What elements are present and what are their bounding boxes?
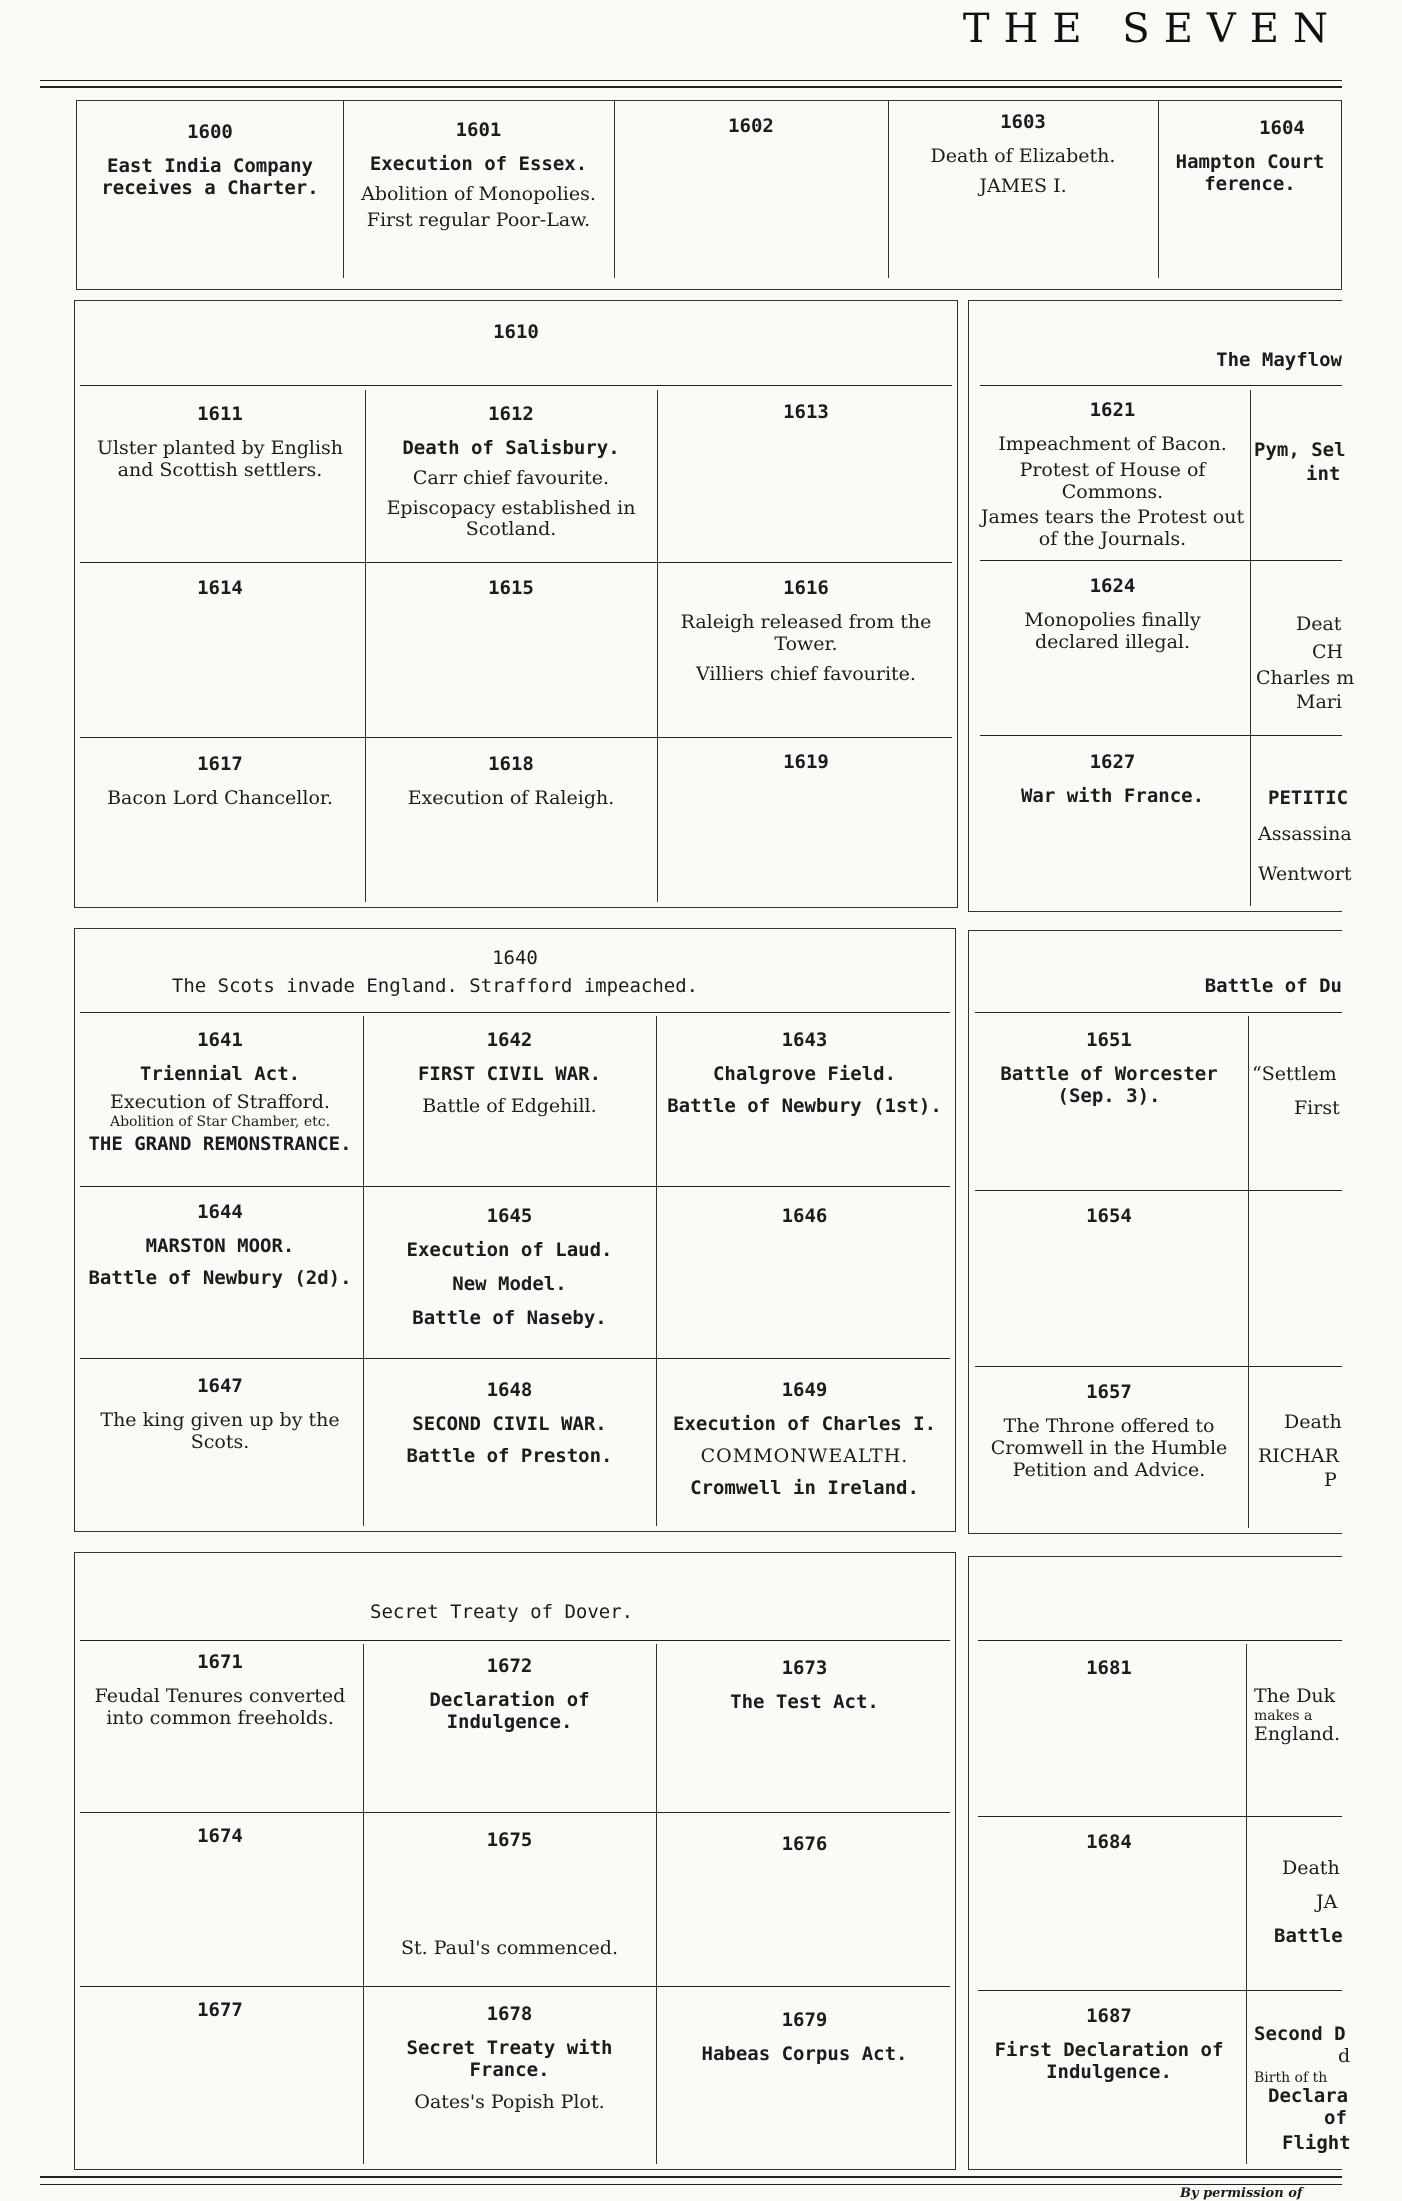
event-text: Oates's Popish Plot. <box>414 2090 605 2113</box>
event-text: of <box>1324 2106 1347 2129</box>
year-label: 1677 <box>197 1999 243 2021</box>
year-label: 1613 <box>783 401 829 423</box>
year-label: 1603 <box>1000 111 1046 133</box>
event-text: Assassina <box>1258 822 1352 845</box>
year-cell-1643 <box>659 1030 950 1126</box>
year-label: 1615 <box>488 577 534 599</box>
year-label: 1612 <box>488 403 534 425</box>
year-cell-1614 <box>80 578 360 612</box>
year-label: 1654 <box>1086 1205 1132 1227</box>
year-label: 1614 <box>197 577 243 599</box>
footer-text: By permission of <box>1180 2186 1303 2201</box>
block-title-text: 1610 <box>493 321 539 343</box>
divider <box>80 1986 950 1987</box>
event-text: Bacon Lord Chancellor. <box>107 786 333 809</box>
year-label: 1673 <box>781 1657 828 1679</box>
year-cell-1675 <box>366 1830 653 1968</box>
event-text: Habeas Corpus Act. <box>701 2042 908 2065</box>
event-text: Death <box>1284 1411 1342 1433</box>
event-text: Battle of Newbury (2d). <box>88 1266 352 1289</box>
divider <box>80 1186 950 1187</box>
block-title-1620 <box>968 350 1342 372</box>
year-label: 1644 <box>197 1201 243 1223</box>
year-label: 1684 <box>1086 1831 1132 1853</box>
divider <box>888 100 889 278</box>
year-label: 1681 <box>1086 1657 1132 1679</box>
year-label: 1642 <box>486 1029 533 1051</box>
event-text: P <box>1324 1468 1337 1491</box>
partial-cell-1628 <box>1258 788 1358 894</box>
divider <box>980 385 1342 386</box>
partial-cell-1682 <box>1254 1686 1354 1754</box>
block-title-1640 <box>74 948 956 1006</box>
year-cell-1672 <box>366 1656 653 1742</box>
event-text: Hampton Court ference. <box>1175 150 1325 195</box>
event-text: Execution of Charles I. <box>672 1412 937 1435</box>
divider <box>363 1016 364 1526</box>
year-cell-1604 <box>1162 118 1402 204</box>
year-label: 1651 <box>1086 1029 1132 1051</box>
divider <box>975 1366 1342 1367</box>
event-text: Villiers chief favourite. <box>696 662 916 685</box>
year-cell-1673 <box>659 1658 950 1722</box>
top-rule-double <box>40 86 1342 88</box>
year-cell-1624 <box>980 576 1245 662</box>
event-text: Execution of Raleigh. <box>407 786 615 809</box>
year-cell-1647 <box>80 1376 360 1462</box>
year-label: 1647 <box>197 1375 243 1397</box>
block-title-text: Secret Treaty of Dover. <box>370 1601 634 1623</box>
event-text: Declaration of Indulgence. <box>429 1688 590 1733</box>
year-cell-1603 <box>891 112 1155 206</box>
year-cell-1627 <box>980 752 1245 816</box>
divider <box>365 390 366 902</box>
event-text: Execution of Essex. <box>369 152 588 175</box>
event-text: The king given up by the Scots. <box>100 1408 340 1453</box>
partial-cell-1652 <box>1252 1064 1352 1128</box>
divider <box>1248 1016 1249 1528</box>
divider <box>980 735 1342 736</box>
year-label: 1679 <box>781 2009 828 2031</box>
divider <box>80 737 952 738</box>
year-cell-1644 <box>80 1202 360 1298</box>
year-cell-1611 <box>80 404 360 490</box>
year-cell-1641 <box>80 1030 360 1163</box>
event-text: CH <box>1312 640 1344 663</box>
year-cell-1602 <box>617 116 885 150</box>
event-text: JA <box>1316 1890 1338 1913</box>
event-text: Charles m <box>1256 666 1355 689</box>
event-text: Declara <box>1268 2084 1349 2107</box>
year-cell-1615 <box>368 578 654 612</box>
divider <box>975 1012 1342 1013</box>
event-text: Raleigh released from the Tower. <box>680 610 932 655</box>
event-text: Battle <box>1274 1924 1343 1947</box>
year-cell-1621 <box>980 400 1245 559</box>
year-label: 1649 <box>781 1379 828 1401</box>
divider <box>975 1190 1342 1191</box>
event-text: int <box>1306 462 1341 485</box>
year-cell-1657 <box>975 1382 1243 1489</box>
event-text: Flight <box>1282 2132 1351 2155</box>
partial-cell-1625 <box>1256 614 1356 721</box>
event-text: “Settlem <box>1252 1063 1337 1085</box>
divider <box>80 1358 950 1359</box>
year-label: 1617 <box>197 753 243 775</box>
year-cell-1616 <box>660 578 952 693</box>
event-text: SECOND CIVIL WAR. <box>412 1412 607 1435</box>
event-text: Death of Elizabeth. <box>930 144 1116 167</box>
divider <box>978 1640 1342 1641</box>
event-text: Protest of House of Commons. <box>1019 458 1206 503</box>
divider <box>80 385 952 386</box>
event-text: MARSTON MOOR. <box>145 1234 295 1257</box>
event-text: Battle of Newbury (1st). <box>667 1094 942 1117</box>
event-text: d <box>1338 2044 1351 2067</box>
year-cell-1684 <box>978 1832 1240 1866</box>
year-label: 1624 <box>1089 575 1136 597</box>
event-text: RICHAR <box>1258 1444 1339 1467</box>
year-cell-1654 <box>975 1206 1243 1240</box>
block-title-1650 <box>968 976 1342 998</box>
event-text: Battle of Worcester (Sep. 3). <box>1000 1062 1218 1107</box>
bottom-rule <box>40 2176 1342 2178</box>
event-text: Wentwort <box>1258 862 1352 885</box>
year-label: 1675 <box>486 1829 533 1851</box>
event-text: COMMONWEALTH. <box>700 1444 909 1467</box>
event-text: First Declaration of Indulgence. <box>994 2038 1224 2083</box>
divider <box>80 1640 950 1641</box>
block-subtitle-text: The Scots invade England. Strafford impeached. <box>171 974 699 997</box>
divider <box>363 1644 364 2164</box>
event-text: FIRST CIVIL WAR. <box>417 1062 602 1085</box>
year-label: 1618 <box>488 753 534 775</box>
year-label: 1676 <box>781 1833 828 1855</box>
divider <box>657 390 658 902</box>
divider <box>80 1012 950 1013</box>
event-text: Carr chief favourite. <box>412 466 610 489</box>
year-label: 1674 <box>197 1825 243 1847</box>
year-cell-1676 <box>659 1834 950 1868</box>
year-label: 1678 <box>486 2003 533 2025</box>
divider <box>656 1644 657 2164</box>
event-text: The Test Act. <box>730 1690 879 1713</box>
event-text: Battle of Naseby. <box>412 1306 607 1329</box>
block-title-1610 <box>74 322 958 356</box>
year-label: 1611 <box>197 403 243 425</box>
event-text: Chalgrove Field. <box>712 1062 897 1085</box>
event-text: Impeachment of Bacon. <box>998 432 1227 455</box>
divider <box>1246 1644 1247 2164</box>
divider <box>980 560 1342 561</box>
year-cell-1677 <box>80 2000 360 2034</box>
year-cell-1600 <box>80 122 340 208</box>
partial-cell-1658 <box>1254 1412 1354 1500</box>
event-text: James tears the Protest out of the Journals. <box>980 506 1245 551</box>
partial-cell-1685 <box>1256 1858 1356 1956</box>
top-rule <box>40 80 1342 81</box>
event-text: Abolition of Monopolies. <box>361 182 596 205</box>
event-text: Battle of Preston. <box>406 1444 613 1467</box>
block-title-text: Battle of Du <box>1204 975 1342 997</box>
event-text: Ulster planted by English and Scottish settlers. <box>96 436 344 481</box>
divider <box>978 1990 1342 1991</box>
year-label: 1601 <box>455 119 502 141</box>
event-text: Cromwell in Ireland. <box>690 1476 919 1499</box>
year-cell-1649 <box>659 1380 950 1507</box>
event-text: Mari <box>1296 690 1342 713</box>
year-cell-1646 <box>659 1206 950 1240</box>
divider <box>978 1816 1342 1817</box>
year-cell-1642 <box>366 1030 653 1126</box>
event-text: Episcopacy established in Scotland. <box>386 496 636 541</box>
year-label: 1627 <box>1089 751 1136 773</box>
event-text: War with France. <box>1020 784 1205 807</box>
year-label: 1648 <box>486 1379 533 1401</box>
page-header: THE SEVEN <box>962 6 1342 52</box>
block-title-text: 1640 <box>492 947 538 969</box>
year-cell-1617 <box>80 754 360 818</box>
event-text: The Duk <box>1254 1685 1336 1707</box>
event-text: East India Company receives a Charter. <box>101 154 319 199</box>
event-text: The Throne offered to Cromwell in the Humble Petition and Advice. <box>990 1414 1228 1481</box>
divider <box>343 100 344 278</box>
event-text: First <box>1294 1096 1340 1119</box>
year-cell-1678 <box>366 2004 653 2121</box>
divider <box>1250 390 1251 906</box>
event-text: Battle of Edgehill. <box>422 1094 597 1117</box>
divider <box>1158 100 1159 278</box>
event-text: Execution of Laud. <box>406 1238 613 1261</box>
year-cell-1671 <box>80 1652 360 1738</box>
year-label: 1643 <box>781 1029 828 1051</box>
divider <box>80 562 952 563</box>
event-text: Death <box>1282 1857 1340 1879</box>
year-label: 1671 <box>197 1651 243 1673</box>
year-cell-1674 <box>80 1826 360 1860</box>
year-cell-1613 <box>660 402 952 436</box>
year-label: 1672 <box>486 1655 533 1677</box>
year-label: 1646 <box>781 1205 828 1227</box>
year-cell-1601 <box>346 120 611 239</box>
year-label: 1621 <box>1089 399 1136 421</box>
event-text: Monopolies finally declared illegal. <box>1024 608 1201 653</box>
event-text: Death of Salisbury. <box>402 436 620 459</box>
divider <box>656 1016 657 1526</box>
year-cell-1651 <box>975 1030 1243 1108</box>
event-text: Abolition of Star Chamber, etc. <box>109 1113 331 1130</box>
event-text: St. Paul's commenced. <box>401 1936 618 1959</box>
year-label: 1619 <box>783 751 829 773</box>
event-text: Deat <box>1296 613 1342 635</box>
year-label: 1602 <box>728 115 774 137</box>
event-text: New Model. <box>452 1272 567 1295</box>
year-label: 1645 <box>486 1205 533 1227</box>
year-cell-1618 <box>368 754 654 818</box>
event-text: Pym, Sel <box>1254 439 1346 461</box>
event-text: Execution of Strafford. <box>110 1090 330 1113</box>
year-cell-1681 <box>978 1658 1240 1692</box>
block-title-text: The Mayflow <box>1216 349 1342 371</box>
year-label: 1641 <box>197 1029 243 1051</box>
partial-cell-1688 <box>1254 2024 1354 2163</box>
event-text: THE GRAND REMONSTRANCE. <box>88 1132 352 1155</box>
year-cell-1645 <box>366 1206 653 1337</box>
year-cell-1679 <box>659 2010 950 2074</box>
year-label: 1687 <box>1086 2005 1132 2027</box>
event-text: Second D <box>1254 2023 1346 2045</box>
divider <box>614 100 615 278</box>
event-text: JAMES I. <box>979 174 1067 197</box>
event-text: Birth of th <box>1254 2069 1328 2086</box>
event-text: First regular Poor-Law. <box>366 208 591 231</box>
divider <box>80 1812 950 1813</box>
year-label: 1604 <box>1259 117 1305 139</box>
event-text: PETITIC <box>1268 787 1349 809</box>
year-cell-1612 <box>368 404 654 549</box>
year-cell-1687 <box>978 2006 1240 2092</box>
event-text: Secret Treaty with France. <box>406 2036 613 2081</box>
year-label: 1616 <box>783 577 829 599</box>
year-cell-1619 <box>660 752 952 786</box>
event-text: Triennial Act. <box>139 1062 301 1085</box>
event-text: England. <box>1254 1722 1341 1745</box>
partial-cell-1622 <box>1254 440 1354 494</box>
year-label: 1600 <box>187 121 233 143</box>
event-text: Feudal Tenures converted into common freeholds. <box>94 1684 346 1729</box>
year-cell-1648 <box>366 1380 653 1476</box>
bottom-rule-thin <box>40 2184 1342 2185</box>
event-text: makes a <box>1254 1707 1313 1724</box>
block-title-1670 <box>370 1602 770 1632</box>
year-label: 1657 <box>1086 1381 1132 1403</box>
